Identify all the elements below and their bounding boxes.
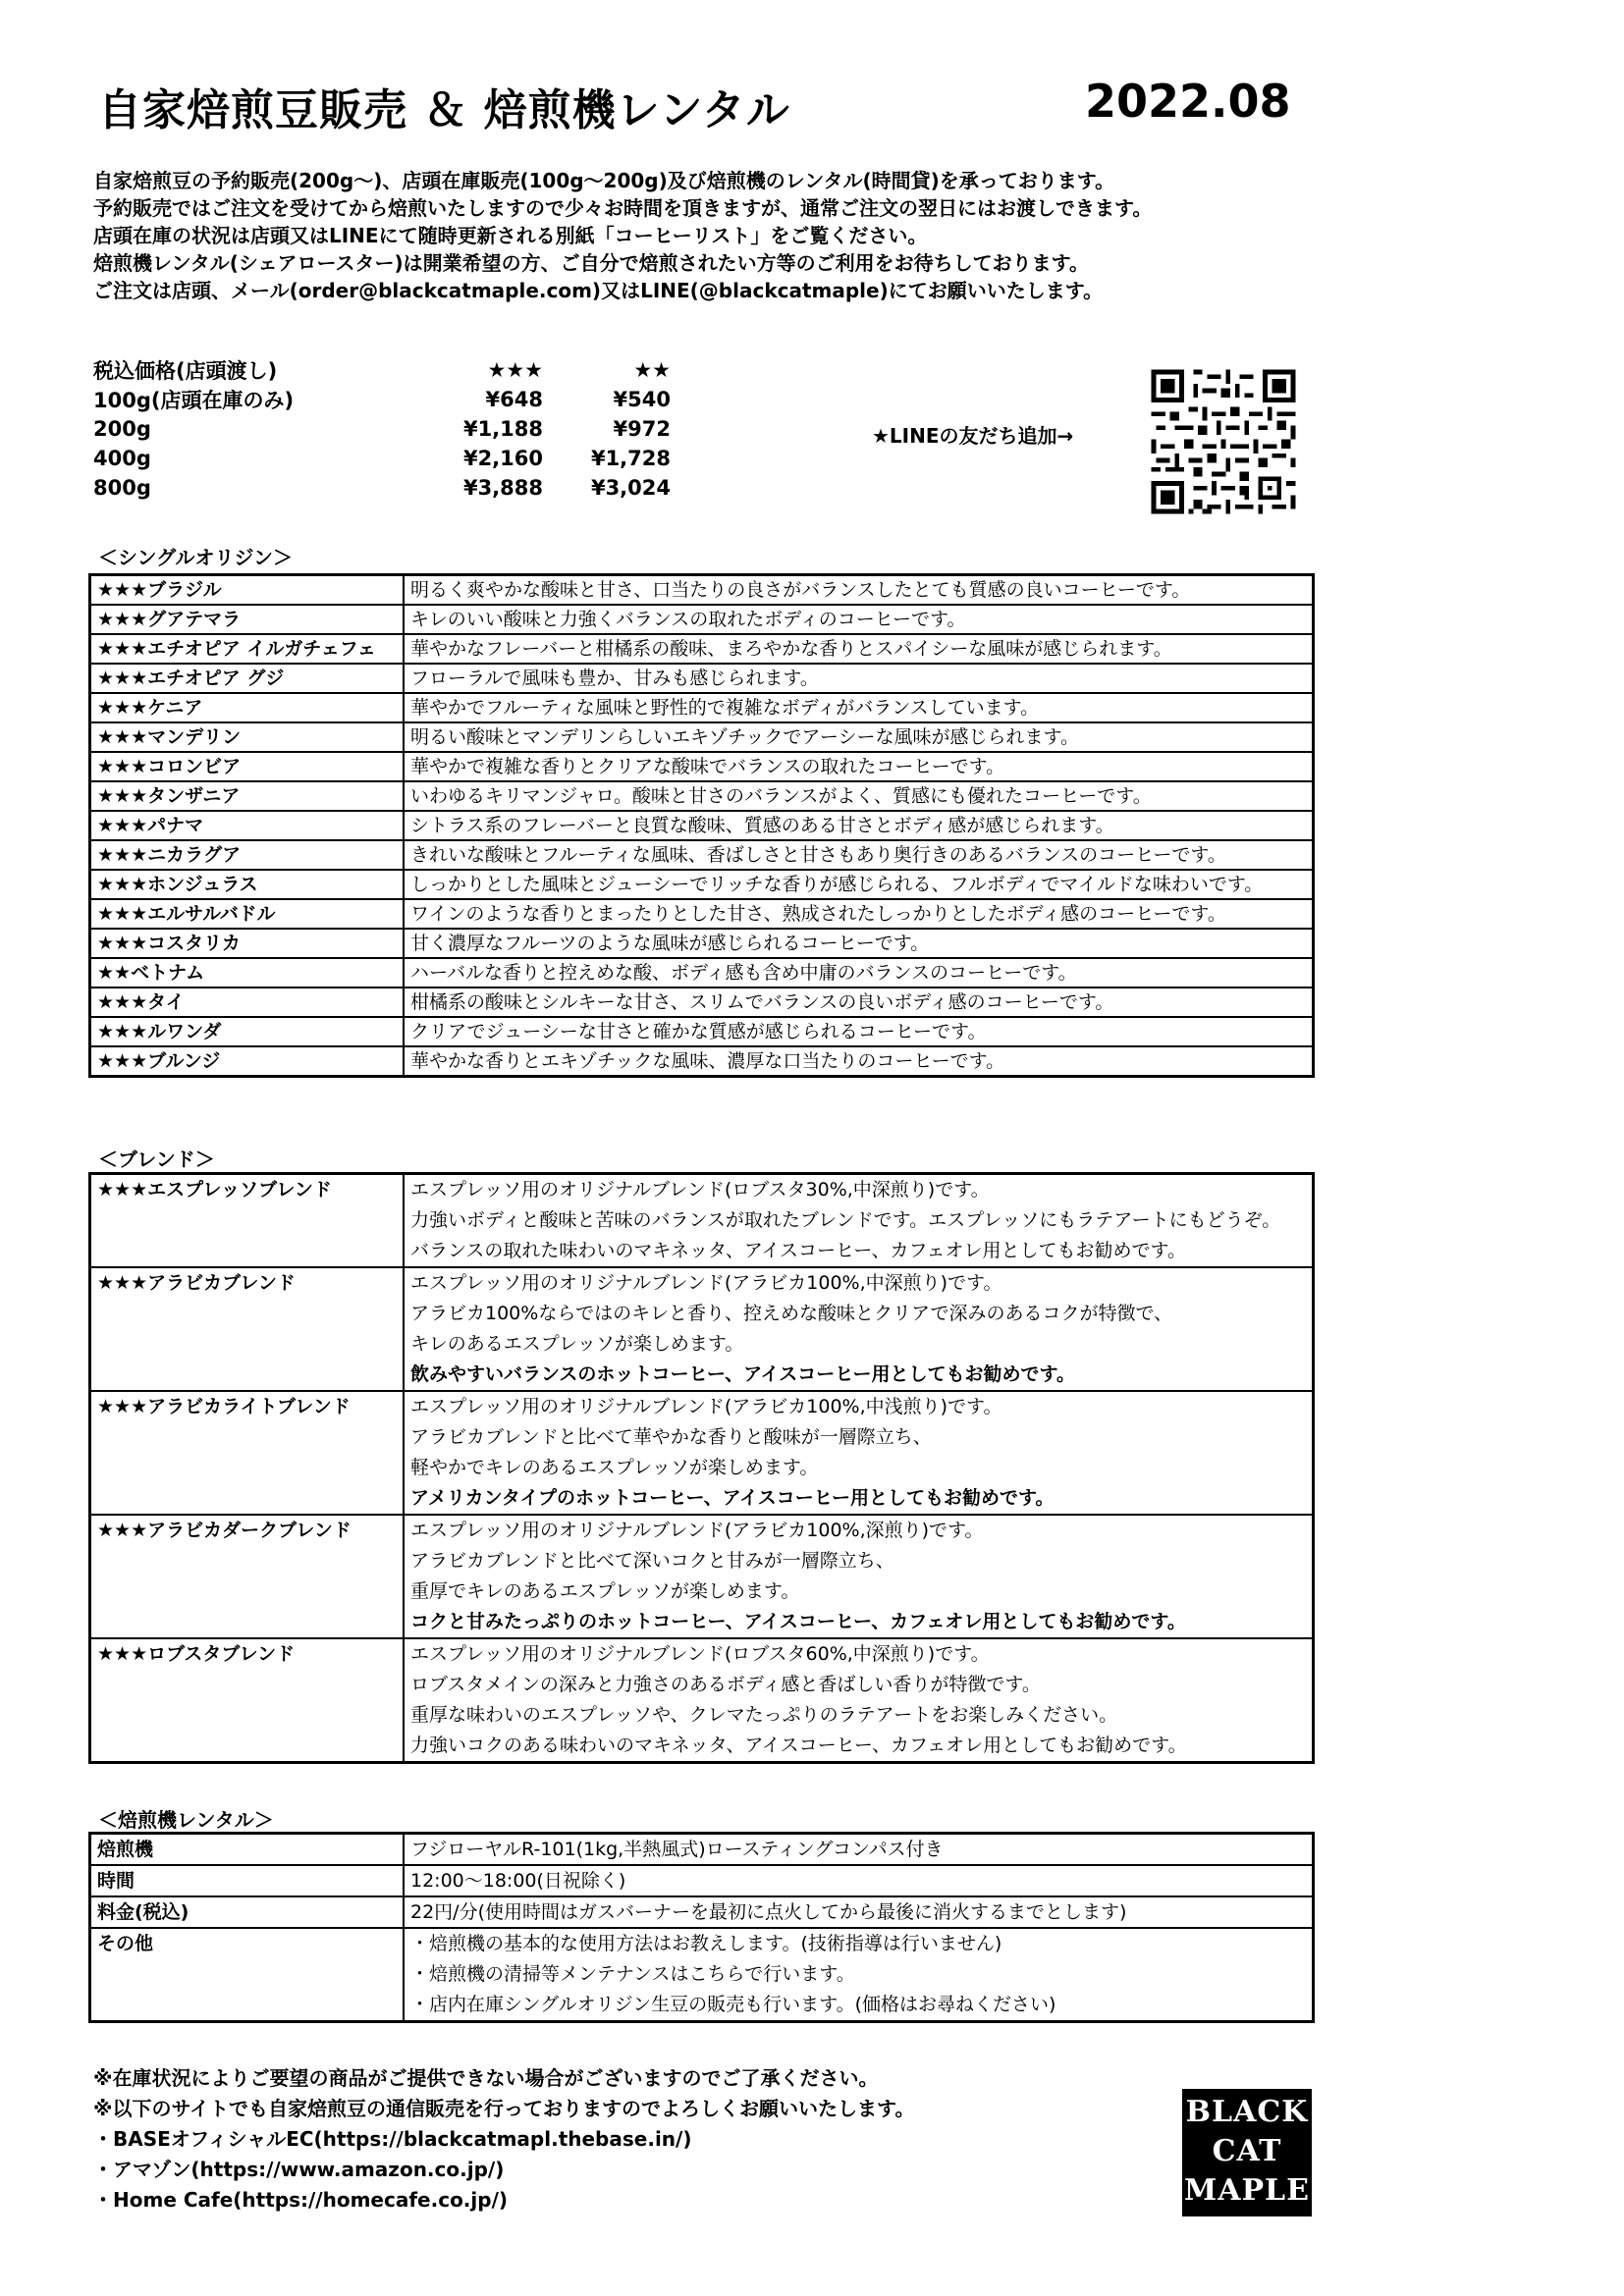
coffee-description: シトラス系のフレーバーと良質な酸味、質感のある甘さとボディ感が感じられます。: [404, 811, 1314, 840]
rental-label: 時間: [90, 1865, 405, 1896]
rental-note: ・焙煎機の基本的な使用方法はお教えします。(技術指導は行いません): [410, 1933, 1002, 1954]
intro-line: 焙煎機レンタル(シェアロースター)は開業希望の方、ご自分で焙煎されたい方等のご利用をお待ちしております。: [93, 251, 1089, 275]
blend-line: エスプレッソ用のオリジナルブレンド(アラビカ100%,中深煎り)です。: [410, 1272, 1002, 1294]
coffee-description: 柑橘系の酸味とシルキーな甘さ、スリムでバランスの良いボディ感のコーヒーです。: [404, 988, 1314, 1017]
blend-name: ★★★ロブスタブレンド: [90, 1638, 405, 1763]
footer-note: ※以下のサイトでも自家焙煎豆の通信販売を行っておりますのでよろしくお願いいたします。: [93, 2097, 915, 2120]
blend-name: ★★★エスプレッソブレンド: [90, 1174, 405, 1268]
blend-line: エスプレッソ用のオリジナルブレンド(ロブスタ30%,中深煎り)です。: [410, 1179, 990, 1201]
logo-line: CAT: [1212, 2134, 1282, 2168]
rental-value: [404, 1928, 1314, 2022]
blend-name: ★★★アラビカライトブレンド: [90, 1391, 405, 1515]
price-row: [93, 444, 671, 473]
blend-line: キレのあるエスプレッソが楽しめます。: [410, 1333, 744, 1355]
rental-value: 12:00～18:00(日祝除く): [404, 1865, 1314, 1896]
table-row: [90, 1174, 1314, 1268]
table-row: [90, 1046, 1314, 1077]
table-row: [90, 693, 1314, 722]
footer-notes: [93, 2063, 914, 2216]
coffee-name: ★★★ブラジル: [90, 575, 405, 606]
coffee-name: ★★★ケニア: [90, 693, 405, 722]
single-origin-table: [88, 573, 1315, 1078]
coffee-name: ★★★ブルンジ: [90, 1046, 405, 1077]
coffee-description: キレのいい酸味と力強くバランスの取れたボディのコーヒーです。: [404, 605, 1314, 634]
table-row: [90, 1928, 1314, 2022]
rental-heading: ＜焙煎機レンタル＞: [98, 1808, 274, 1832]
price-header-row: [93, 355, 671, 385]
table-row: [90, 605, 1314, 634]
coffee-name: ★★ベトナム: [90, 958, 405, 988]
blend-line: ロブスタメインの深みと力強さのあるボディ感と香ばしい香りが特徴です。: [410, 1674, 1041, 1695]
table-row: [90, 1865, 1314, 1896]
coffee-name: ★★★コロンビア: [90, 752, 405, 781]
table-row: [90, 958, 1314, 988]
table-row: [90, 1267, 1314, 1391]
blend-line: バランスの取れた味わいのマキネッタ、アイスコーヒー、カフェオレ用としてもお勧めです。: [410, 1240, 1187, 1261]
rental-note: ・焙煎機の清掃等メンテナンスはこちらで行います。: [410, 1963, 855, 1985]
blend-description: [404, 1267, 1314, 1391]
price-header-2star: ★★: [633, 358, 671, 382]
line-qr-code[interactable]: [1147, 365, 1300, 518]
footer-link-amazon[interactable]: ・アマゾン(https://www.amazon.co.jp/): [93, 2158, 505, 2181]
price-2star: ¥972: [613, 417, 671, 441]
price-label: 200g: [93, 417, 151, 441]
coffee-description: 甘く濃厚なフルーツのような風味が感じられるコーヒーです。: [404, 929, 1314, 958]
coffee-description: いわゆるキリマンジャロ。酸味と甘さのバランスがよく、質感にも優れたコーヒーです。: [404, 781, 1314, 811]
blend-heading: ＜ブレンド＞: [98, 1148, 215, 1171]
price-3star: ¥1,188: [462, 417, 543, 441]
coffee-description: ワインのような香りとまったりとした甘さ、熟成されたしっかりとしたボディ感のコーヒーです。: [404, 899, 1314, 929]
price-header-3star: ★★★: [487, 358, 543, 382]
table-row: [90, 781, 1314, 811]
price-label: 400g: [93, 447, 151, 470]
table-row: [90, 811, 1314, 840]
coffee-name: ★★★マンデリン: [90, 722, 405, 752]
logo-line: BLACK: [1185, 2095, 1309, 2129]
coffee-description: 明るく爽やかな酸味と甘さ、口当たりの良さがバランスしたとても質感の良いコーヒーです。: [404, 575, 1314, 606]
single-origin-heading: ＜シングルオリジン＞: [98, 546, 293, 569]
logo-line: MAPLE: [1183, 2173, 1310, 2208]
coffee-description: 華やかな香りとエキゾチックな風味、濃厚な口当たりのコーヒーです。: [404, 1046, 1314, 1077]
footer-link-homecafe[interactable]: ・Home Cafe(https://homecafe.co.jp/): [93, 2188, 509, 2212]
price-row: [93, 385, 671, 414]
coffee-description: フローラルで風味も豊か、甘みも感じられます。: [404, 664, 1314, 693]
footer-link-base[interactable]: ・BASEオフィシャルEC(https://blackcatmapl.thebase.in/): [93, 2127, 692, 2151]
coffee-description: しっかりとした風味とジューシーでリッチな香りが感じられる、フルボディでマイルドな味わいです。: [404, 870, 1314, 899]
coffee-name: ★★★タンザニア: [90, 781, 405, 811]
coffee-name: ★★★ニカラグア: [90, 840, 405, 870]
line-add-label: ★LINEの友だち追加→: [872, 424, 1074, 448]
coffee-name: ★★★エチオピア イルガチェフェ: [90, 634, 405, 664]
blend-line: エスプレッソ用のオリジナルブレンド(アラビカ100%,深煎り)です。: [410, 1520, 984, 1541]
table-row: [90, 1391, 1314, 1515]
rental-value: 22円/分(使用時間はガスバーナーを最初に点火してから最後に消火するまでとします): [404, 1896, 1314, 1928]
price-2star: ¥1,728: [590, 447, 671, 470]
table-row: [90, 1834, 1314, 1866]
price-row: [93, 473, 671, 503]
table-row: [90, 899, 1314, 929]
blend-description: [404, 1391, 1314, 1515]
price-table: [93, 355, 671, 503]
coffee-description: 華やかなフレーバーと柑橘系の酸味、まろやかな香りとスパイシーな風味が感じられます。: [404, 634, 1314, 664]
blend-line: アラビカブレンドと比べて華やかな香りと酸味が一層際立ち、: [410, 1426, 932, 1448]
intro-line: 自家焙煎豆の予約販売(200g～)、店頭在庫販売(100g～200g)及び焙煎機のレンタル(時間貸)を承っております。: [93, 169, 1115, 192]
price-label: 100g(店頭在庫のみ): [93, 389, 295, 412]
issue-date: 2022.08: [1085, 75, 1291, 128]
blend-line: 力強いコクのある味わいのマキネッタ、アイスコーヒー、カフェオレ用としてもお勧めです。: [410, 1735, 1187, 1756]
coffee-description: ハーバルな香りと控えめな酸、ボディ感も含め中庸のバランスのコーヒーです。: [404, 958, 1314, 988]
table-row: [90, 840, 1314, 870]
rental-note: ・店内在庫シングルオリジン生豆の販売も行います。(価格はお尋ねください): [410, 1994, 1056, 2015]
blend-recommendation: アメリカンタイプのホットコーヒー、アイスコーヒー用としてもお勧めです。: [410, 1487, 1055, 1509]
blend-description: [404, 1174, 1314, 1268]
page-title: 自家焙煎豆販売 ＆ 焙煎機レンタル: [98, 85, 790, 135]
coffee-name: ★★★パナマ: [90, 811, 405, 840]
blend-description: [404, 1515, 1314, 1638]
table-row: [90, 1017, 1314, 1046]
table-row: [90, 870, 1314, 899]
blend-line: エスプレッソ用のオリジナルブレンド(アラビカ100%,中浅煎り)です。: [410, 1396, 1002, 1417]
table-row: [90, 1515, 1314, 1638]
blend-line: 軽やかでキレのあるエスプレッソが楽しめます。: [410, 1457, 819, 1478]
intro-text: [93, 167, 1152, 304]
rental-label: 料金(税込): [90, 1896, 405, 1928]
blend-recommendation: 飲みやすいバランスのホットコーヒー、アイスコーヒー用としてもお勧めです。: [410, 1363, 1075, 1385]
price-3star: ¥2,160: [462, 447, 543, 470]
intro-line: 予約販売ではご注文を受けてから焙煎いたしますので少々お時間を頂きますが、通常ご注文の翌日にはお渡しできます。: [93, 196, 1153, 220]
coffee-description: 明るい酸味とマンデリンらしいエキゾチックでアーシーな風味が感じられます。: [404, 722, 1314, 752]
coffee-name: ★★★ルワンダ: [90, 1017, 405, 1046]
coffee-description: クリアでジューシーな甘さと確かな質感が感じられるコーヒーです。: [404, 1017, 1314, 1046]
blend-name: ★★★アラビカブレンド: [90, 1267, 405, 1391]
table-row: [90, 929, 1314, 958]
rental-label: その他: [90, 1928, 405, 2022]
table-row: [90, 1638, 1314, 1763]
coffee-name: ★★★ホンジュラス: [90, 870, 405, 899]
rental-value: フジローヤルR-101(1kg,半熱風式)ロースティングコンパス付き: [404, 1834, 1314, 1866]
blend-line: 力強いボディと酸味と苦味のバランスが取れたブレンドです。エスプレッソにもラテアートにもどうぞ。: [410, 1209, 1281, 1231]
price-3star: ¥648: [485, 388, 543, 411]
coffee-name: ★★★タイ: [90, 988, 405, 1017]
coffee-description: 華やかでフルーティな風味と野性的で複雑なボディがバランスしています。: [404, 693, 1314, 722]
table-row: [90, 634, 1314, 664]
price-2star: ¥540: [613, 388, 671, 411]
table-row: [90, 575, 1314, 606]
coffee-name: ★★★エルサルバドル: [90, 899, 405, 929]
price-2star: ¥3,024: [590, 476, 671, 500]
coffee-name: ★★★グアテマラ: [90, 605, 405, 634]
black-cat-maple-logo: [1182, 2089, 1312, 2216]
blend-table: [88, 1172, 1315, 1764]
blend-name: ★★★アラビカダークブレンド: [90, 1515, 405, 1638]
table-row: [90, 664, 1314, 693]
rental-table: [88, 1832, 1315, 2023]
price-3star: ¥3,888: [462, 476, 543, 500]
table-row: [90, 722, 1314, 752]
blend-line: エスプレッソ用のオリジナルブレンド(ロブスタ60%,中深煎り)です。: [410, 1643, 990, 1665]
intro-line: ご注文は店頭、メール(order@blackcatmaple.com)又はLINE(@blackcatmaple)にてお願いいたします。: [93, 279, 1104, 302]
footer-note: ※在庫状況によりご要望の商品がご提供できない場合がございますのでご了承ください。: [93, 2066, 879, 2090]
table-row: [90, 988, 1314, 1017]
blend-line: アラビカ100%ならではのキレと香り、控えめな酸味とクリアで深みのあるコクが特徴で、: [410, 1303, 1173, 1324]
blend-recommendation: コクと甘みたっぷりのホットコーヒー、アイスコーヒー、カフェオレ用としてもお勧めです。: [410, 1611, 1186, 1632]
blend-line: 重厚でキレのあるエスプレッソが楽しめます。: [410, 1580, 800, 1602]
coffee-name: ★★★コスタリカ: [90, 929, 405, 958]
price-row: [93, 414, 671, 444]
blend-line: アラビカブレンドと比べて深いコクと甘みが一層際立ち、: [410, 1550, 894, 1572]
table-row: [90, 752, 1314, 781]
coffee-description: 華やかで複雑な香りとクリアな酸味でバランスの取れたコーヒーです。: [404, 752, 1314, 781]
blend-description: [404, 1638, 1314, 1763]
coffee-description: きれいな酸味とフルーティな風味、香ばしさと甘さもあり奥行きのあるバランスのコーヒーです。: [404, 840, 1314, 870]
rental-label: 焙煎機: [90, 1834, 405, 1866]
table-row: [90, 1896, 1314, 1928]
price-header-label: 税込価格(店頭渡し): [93, 359, 278, 383]
price-label: 800g: [93, 476, 151, 500]
blend-line: 重厚な味わいのエスプレッソや、クレマたっぷりのラテアートをお楽しみください。: [410, 1704, 1118, 1726]
coffee-name: ★★★エチオピア グジ: [90, 664, 405, 693]
intro-line: 店頭在庫の状況は店頭又はLINEにて随時更新される別紙「コーヒーリスト」をご覧ください。: [93, 224, 928, 247]
